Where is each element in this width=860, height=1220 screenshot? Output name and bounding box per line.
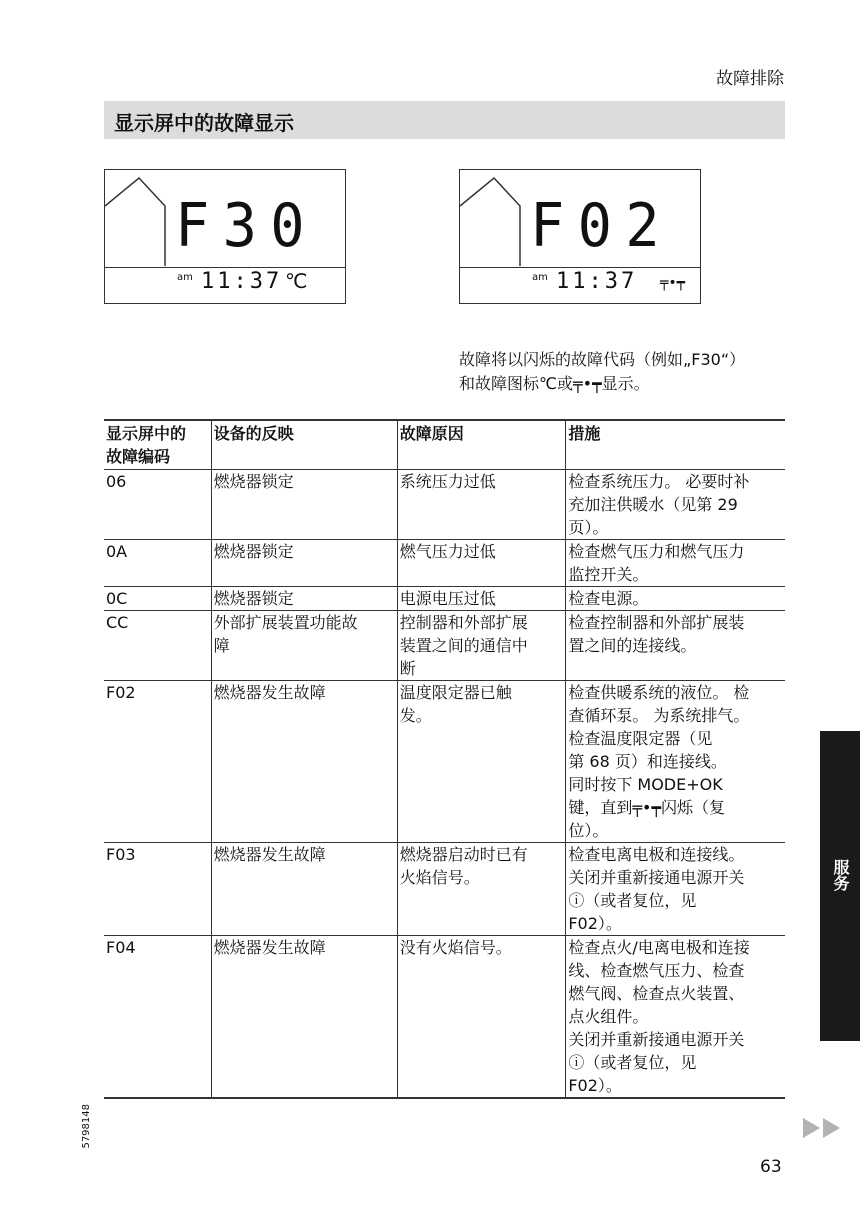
table-header-row — [104, 420, 785, 470]
fault-code: F02 — [530, 191, 673, 261]
fault-table — [104, 419, 785, 1099]
table-row — [104, 540, 785, 587]
am-indicator: am — [177, 272, 193, 283]
cell-cause: 燃烧器启动时已有 火焰信号。 — [397, 843, 566, 936]
page-number: 63 — [760, 1157, 782, 1177]
clock-time: 11:37 — [556, 269, 638, 294]
cell-code: F03 — [104, 843, 211, 936]
cell-action: 检查点火/电离电极和连接 线、检查燃气压力、检查 燃气阀、检查点火装置、 点火组件。 关闭并重新接通电源开关 ⓘ（或者复位，见 F02）。 — [566, 936, 785, 1099]
cell-code: 0C — [104, 587, 211, 611]
clock-time: 11:37 — [201, 269, 283, 294]
cell-action: 检查燃气压力和燃气压力 监控开关。 — [566, 540, 785, 587]
lcd-divider — [460, 267, 700, 268]
table-row — [104, 470, 785, 540]
display-caption: 故障将以闪烁的故障代码（例如„F30“） 和故障图标℃或╤•┯显示。 — [459, 350, 746, 393]
side-tab-label: 服务 — [831, 859, 850, 891]
table-row — [104, 587, 785, 611]
table-row — [104, 936, 785, 1099]
am-indicator: am — [532, 272, 548, 283]
cell-cause: 温度限定器已触 发。 — [397, 681, 566, 843]
cell-code: F02 — [104, 681, 211, 843]
title-bar — [104, 101, 785, 139]
lcd-divider — [105, 267, 345, 268]
lcd-display-2 — [459, 169, 701, 304]
cell-action: 检查电源。 — [566, 587, 785, 611]
table-row — [104, 843, 785, 936]
phone-fault-icon: ℃ — [285, 269, 308, 293]
table-row — [104, 611, 785, 681]
col-header-code: 显示屏中的 故障编码 — [104, 420, 211, 470]
cell-cause: 系统压力过低 — [397, 470, 566, 540]
cell-action: 检查电离电极和连接线。 关闭并重新接通电源开关 ⓘ（或者复位，见 F02）。 — [566, 843, 785, 936]
cell-code: 06 — [104, 470, 211, 540]
section-header: 故障排除 — [716, 69, 784, 89]
cell-action: 检查控制器和外部扩展装 置之间的连接线。 — [566, 611, 785, 681]
cell-code: 0A — [104, 540, 211, 587]
cell-reaction: 外部扩展装置功能故 障 — [211, 611, 397, 681]
page-title: 显示屏中的故障显示 — [114, 111, 294, 135]
cell-code: CC — [104, 611, 211, 681]
col-header-action: 措施 — [566, 420, 785, 470]
cell-cause: 控制器和外部扩展 装置之间的通信中 断 — [397, 611, 566, 681]
cell-reaction: 燃烧器锁定 — [211, 540, 397, 587]
cell-cause: 电源电压过低 — [397, 587, 566, 611]
cell-cause: 没有火焰信号。 — [397, 936, 566, 1099]
col-header-reaction: 设备的反映 — [211, 420, 397, 470]
cell-reaction: 燃烧器锁定 — [211, 587, 397, 611]
col-header-cause: 故障原因 — [397, 420, 566, 470]
lcd-display-1 — [104, 169, 346, 304]
cell-reaction: 燃烧器发生故障 — [211, 681, 397, 843]
fault-code: F30 — [175, 191, 318, 261]
cell-reaction: 燃烧器锁定 — [211, 470, 397, 540]
side-tab — [820, 731, 860, 1041]
cell-code: F04 — [104, 936, 211, 1099]
cell-reaction: 燃烧器发生故障 — [211, 936, 397, 1099]
cell-cause: 燃气压力过低 — [397, 540, 566, 587]
burner-fault-icon: ╤•┯ — [660, 275, 686, 291]
document-id: 5798148 — [81, 1104, 92, 1149]
cell-action: 检查供暖系统的液位。 检 查循环泵。 为系统排气。 检查温度限定器（见 第 68 页）和连接线。 同时按下 MODE+OK 键，直到╤•┯闪烁（复 位）。 — [566, 681, 785, 843]
double-arrow-right-icon — [803, 1117, 843, 1139]
table-row — [104, 681, 785, 843]
cell-action: 检查系统压力。 必要时补 充加注供暖水（见第 29 页）。 — [566, 470, 785, 540]
cell-reaction: 燃烧器发生故障 — [211, 843, 397, 936]
